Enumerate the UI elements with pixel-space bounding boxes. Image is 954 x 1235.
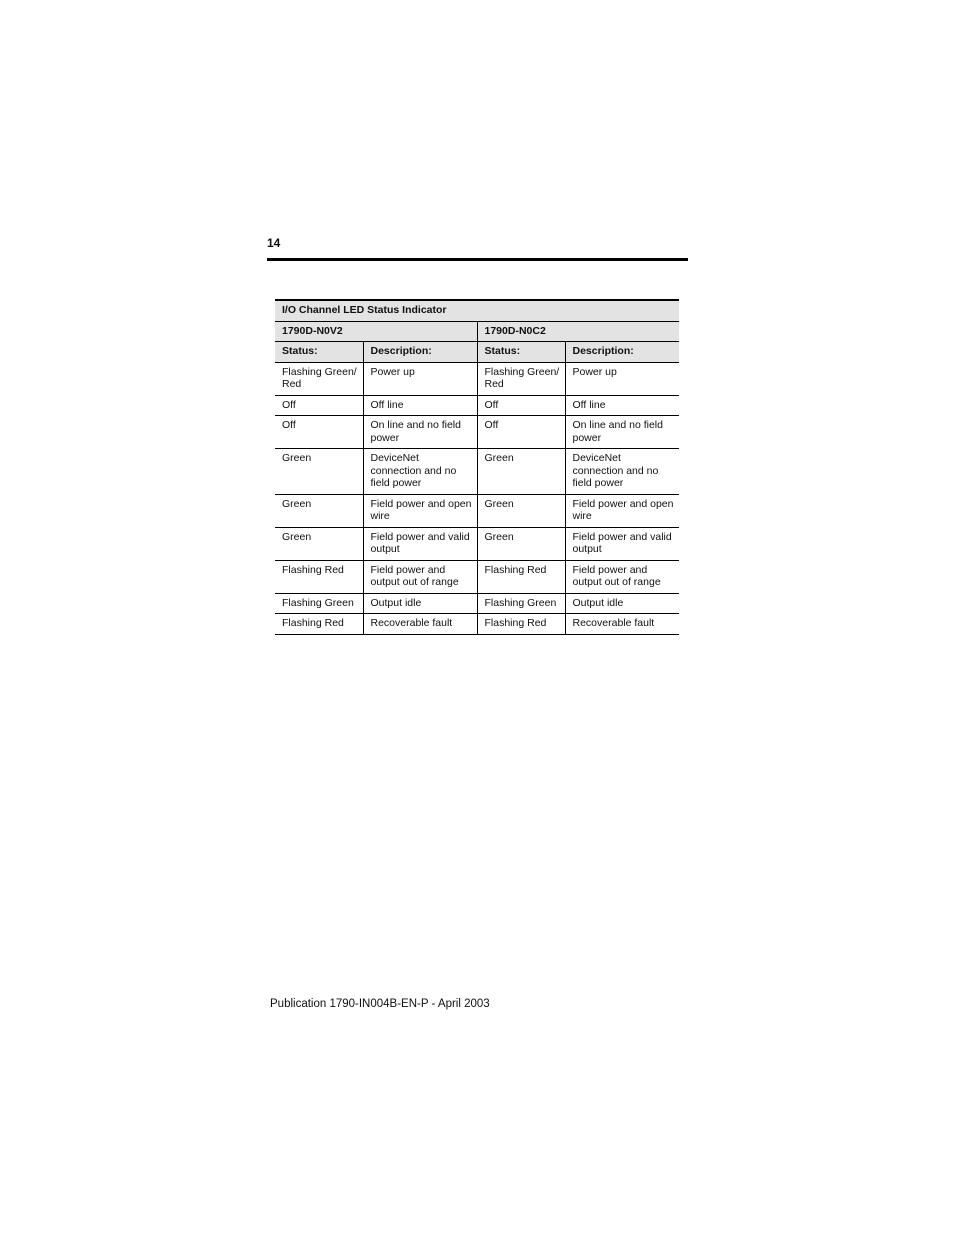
table-row: [275, 560, 679, 593]
model-header-n0v2: 1790D-N0V2: [275, 321, 477, 342]
description-cell: Field power and open wire: [565, 494, 679, 527]
status-cell: Flashing Red: [275, 560, 363, 593]
column-header-row: [275, 342, 679, 363]
description-cell: Field power and output out of range: [363, 560, 477, 593]
status-cell: Green: [477, 527, 565, 560]
status-cell: Green: [477, 449, 565, 495]
status-cell: Flashing Red: [477, 560, 565, 593]
description-cell: Power up: [565, 362, 679, 395]
description-cell: Off line: [565, 395, 679, 416]
description-cell: DeviceNet connection and no field power: [363, 449, 477, 495]
table-row: [275, 614, 679, 635]
status-cell: Off: [275, 395, 363, 416]
table-row: [275, 362, 679, 395]
description-cell: On line and no field power: [565, 416, 679, 449]
description-cell: Field power and valid output: [565, 527, 679, 560]
description-cell: Field power and open wire: [363, 494, 477, 527]
status-cell: Flashing Red: [477, 614, 565, 635]
status-cell: Off: [477, 416, 565, 449]
column-header-status-2: Status:: [477, 342, 565, 363]
table-caption-row: [275, 300, 679, 321]
model-header-n0c2: 1790D-N0C2: [477, 321, 679, 342]
status-cell: Flashing Green: [477, 593, 565, 614]
led-status-table: [275, 299, 679, 635]
table-row: [275, 494, 679, 527]
header-rule: [267, 258, 688, 261]
page-number: 14: [267, 236, 281, 250]
status-cell: Green: [275, 449, 363, 495]
status-cell: Flashing Green/ Red: [477, 362, 565, 395]
column-header-description-1: Description:: [363, 342, 477, 363]
status-cell: Flashing Green: [275, 593, 363, 614]
status-cell: Flashing Red: [275, 614, 363, 635]
publication-footer: Publication 1790-IN004B-EN-P - April 2003: [270, 998, 490, 1010]
table-row: [275, 416, 679, 449]
description-cell: Output idle: [363, 593, 477, 614]
description-cell: Off line: [363, 395, 477, 416]
description-cell: On line and no field power: [363, 416, 477, 449]
status-cell: Green: [275, 494, 363, 527]
status-cell: Green: [275, 527, 363, 560]
model-header-row: [275, 321, 679, 342]
column-header-description-2: Description:: [565, 342, 679, 363]
status-cell: Off: [275, 416, 363, 449]
description-cell: Power up: [363, 362, 477, 395]
description-cell: Output idle: [565, 593, 679, 614]
table-row: [275, 593, 679, 614]
table-caption: I/O Channel LED Status Indicator: [275, 300, 679, 321]
description-cell: DeviceNet connection and no field power: [565, 449, 679, 495]
status-cell: Off: [477, 395, 565, 416]
status-cell: Flashing Green/ Red: [275, 362, 363, 395]
table-row: [275, 449, 679, 495]
column-header-status-1: Status:: [275, 342, 363, 363]
description-cell: Recoverable fault: [565, 614, 679, 635]
table-row: [275, 395, 679, 416]
description-cell: Field power and output out of range: [565, 560, 679, 593]
description-cell: Recoverable fault: [363, 614, 477, 635]
description-cell: Field power and valid output: [363, 527, 477, 560]
status-cell: Green: [477, 494, 565, 527]
table-row: [275, 527, 679, 560]
